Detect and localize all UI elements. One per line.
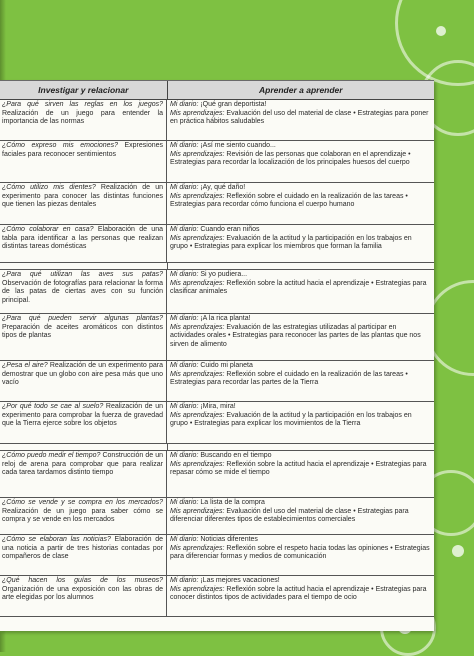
activity-text: Elaboración de una tabla para identificar a las personas que realizan distintas tareas domésticas (2, 226, 163, 251)
question-text: ¿Para qué utilizan las aves sus patas? (2, 271, 163, 278)
diary-text: La lista de la compra (198, 499, 265, 506)
learning-line (170, 235, 431, 252)
learning-line (170, 151, 431, 168)
diary-text: Buscando en el tiempo (198, 452, 272, 459)
diary-line (170, 184, 431, 193)
aprender-cell (167, 451, 434, 497)
learning-label: Mis aprendizajes: (170, 234, 225, 242)
learning-text: Reflexión sobre el cuidado en la realización de las tareas • Estrategias para recordar las partes de la Tierra (170, 370, 408, 387)
diary-text: Cuando eran niños (198, 226, 260, 233)
table-row (0, 535, 434, 576)
learning-label: Mis aprendizajes: (170, 323, 225, 331)
question-text: ¿Qué hacen los guías de los museos? (2, 577, 163, 584)
header-investigar: Investigar y relacionar (0, 81, 168, 99)
diary-text: ¡Así me siento cuando... (198, 142, 276, 149)
decorative-dot (452, 545, 464, 557)
aprender-cell (167, 314, 434, 360)
investigar-cell (0, 270, 167, 313)
diary-text: Noticias diferentes (198, 536, 258, 543)
aprender-cell (167, 498, 434, 534)
table-row (0, 576, 434, 617)
aprender-cell (167, 361, 434, 401)
diary-label: Mi diario: (170, 499, 199, 506)
table-body (0, 100, 434, 617)
separator-left (0, 263, 168, 269)
learning-line (170, 193, 431, 210)
learning-text: Revisión de las personas que colaboran en el aprendizaje • Estrategias para recordar la localización de los principales huesos del cuerpo (170, 150, 411, 167)
activity-text: Expresiones faciales para reconocer sentimientos (2, 142, 164, 158)
diary-line (170, 315, 431, 324)
learning-text: Evaluación de las estrategias utilizadas al participar en actividades orales • Estrategias para reconocer las partes de las plantas que nos sirven de alimento (170, 323, 421, 348)
activity-text: Preparación de aceites aromáticos con distintos tipos de plantas (2, 323, 163, 340)
diary-label: Mi diario: (170, 362, 199, 369)
learning-line (170, 508, 431, 525)
learning-line (170, 371, 431, 388)
table-row (0, 141, 434, 183)
learning-line (170, 280, 431, 297)
diary-label: Mi diario: (170, 536, 199, 543)
question-text: ¿Cómo colaborar en casa? (2, 226, 94, 233)
diary-line (170, 142, 431, 151)
activity-text: Realización de un experimento para comprobar la fuerza de gravedad que la Tierra ejerce sobre los objetos (2, 403, 163, 428)
learning-text: Evaluación de la actitud y la participación en los trabajos en grupo • Estrategias para explicar los movimientos de la Tierra (170, 411, 412, 428)
activity-text: Elaboración de una noticia a partir de tres historias contadas por compañeros de clase (2, 536, 163, 561)
question-text: ¿Para qué sirven las reglas en los juegos? (2, 101, 163, 108)
separator-left (0, 444, 168, 450)
diary-text: ¡Las mejores vacaciones! (198, 577, 280, 584)
learning-label: Mis aprendizajes: (170, 192, 225, 200)
aprender-cell (167, 225, 434, 262)
decorative-dot (436, 26, 446, 36)
learning-label: Mis aprendizajes: (170, 279, 225, 287)
diary-label: Mi diario: (170, 142, 199, 149)
investigar-cell (0, 100, 167, 140)
investigar-cell (0, 402, 167, 443)
learning-line (170, 412, 431, 429)
question-text: ¿Para qué pueden servir algunas plantas? (2, 315, 163, 322)
learning-label: Mis aprendizajes: (170, 109, 225, 117)
learning-label: Mis aprendizajes: (170, 544, 225, 552)
diary-text: Si yo pudiera... (198, 271, 248, 278)
activity-text: Construcción de un reloj de arena para comprobar que para realizar cada tarea tardamos distinto tiempo (2, 452, 163, 477)
table-row (0, 225, 434, 263)
diary-text: Cuido mi planeta (198, 362, 253, 369)
learning-line (170, 324, 431, 350)
table-row (0, 402, 434, 444)
question-text: ¿Cómo puedo medir el tiempo? (2, 452, 101, 459)
section-separator (0, 263, 434, 270)
question-text: ¿Cómo se vende y se compra en los mercados? (2, 499, 163, 506)
investigar-cell (0, 361, 167, 401)
activity-text: Realización de un experimento para demostrar que un globo con aire pesa más que uno vacío (2, 362, 164, 387)
aprender-cell (167, 100, 434, 140)
learning-text: Reflexión sobre la actitud hacia el aprendizaje • Estrategias para clasificar animales (170, 279, 427, 296)
question-text: ¿Cómo expreso mis emociones? (2, 142, 118, 149)
diary-line (170, 403, 431, 412)
learning-line (170, 545, 431, 562)
table-row (0, 451, 434, 498)
question-text: ¿Pesa el aire? (2, 362, 48, 369)
section-separator (0, 444, 434, 451)
diary-text: ¡Mira, mira! (198, 403, 236, 410)
aprender-cell (167, 402, 434, 443)
learning-line (170, 461, 431, 478)
table-row (0, 270, 434, 314)
learning-label: Mis aprendizajes: (170, 370, 225, 378)
diary-line (170, 271, 431, 280)
learning-label: Mis aprendizajes: (170, 585, 225, 593)
learning-label: Mis aprendizajes: (170, 411, 225, 419)
diary-label: Mi diario: (170, 315, 199, 322)
header-aprender: Aprender a aprender (258, 85, 343, 95)
aprender-cell (167, 183, 434, 224)
learning-label: Mis aprendizajes: (170, 150, 225, 158)
learning-text: Evaluación del uso del material de clase • Estrategias para poner en práctica hábitos saludables (170, 109, 429, 126)
investigar-cell (0, 141, 167, 182)
diary-line (170, 362, 431, 371)
question-text: ¿Cómo se elaboran las noticias? (2, 536, 111, 543)
diary-label: Mi diario: (170, 271, 199, 278)
aprender-cell (167, 535, 434, 575)
activity-text: Realización de un juego para saber cómo se compra y se vende en los mercados (2, 507, 163, 524)
diary-text: ¡Qué gran deportista! (198, 101, 267, 108)
activity-text: Organización de una exposición con las obras de arte elegidas por los alumnos (2, 585, 163, 602)
table-row (0, 498, 434, 535)
learning-text: Evaluación del uso del material de clase • Estrategias para diferenciar diferentes tipos de establecimientos comerciales (170, 507, 409, 524)
diary-line (170, 101, 431, 110)
diary-label: Mi diario: (170, 452, 199, 459)
investigar-cell (0, 576, 167, 616)
investigar-cell (0, 498, 167, 534)
diary-text: ¡A la rica planta! (198, 315, 251, 322)
investigar-cell (0, 225, 167, 262)
diary-label: Mi diario: (170, 226, 199, 233)
aprender-cell (167, 141, 434, 182)
investigar-cell (0, 535, 167, 575)
diary-line (170, 452, 431, 461)
table-row (0, 314, 434, 361)
diary-line (170, 499, 431, 508)
learning-text: Reflexión sobre la actitud hacia el aprendizaje • Estrategias para conocer distintos tipos de actividades para el tiempo de ocio (170, 585, 427, 602)
table-row (0, 100, 434, 141)
diary-label: Mi diario: (170, 101, 199, 108)
diary-line (170, 577, 431, 586)
learning-text: Reflexión sobre la actitud hacia el aprendizaje • Estrategias para repasar cómo se mide el tiempo (170, 460, 427, 477)
diary-line (170, 226, 431, 235)
question-text: ¿Por qué todo se cae al suelo? (2, 403, 104, 410)
diary-line (170, 536, 431, 545)
table-row (0, 183, 434, 225)
question-text: ¿Cómo utilizo mis dientes? (2, 184, 96, 191)
activity-text: Realización de un juego para entender la importancia de las normas (2, 109, 163, 126)
investigar-cell (0, 451, 167, 497)
learning-label: Mis aprendizajes: (170, 507, 225, 515)
learning-text: Evaluación de la actitud y la participación en los trabajos en grupo • Estrategias para explicar los miembros que forman la familia (170, 234, 412, 251)
learning-label: Mis aprendizajes: (170, 460, 225, 468)
diary-label: Mi diario: (170, 403, 199, 410)
diary-label: Mi diario: (170, 184, 199, 191)
learning-text: Reflexión sobre el respeto hacia todas las opiniones • Estrategias para diferenciar formas y medios de comunicación (170, 544, 430, 561)
learning-line (170, 110, 431, 127)
diary-label: Mi diario: (170, 577, 199, 584)
diary-text: ¡Ay, qué daño! (198, 184, 246, 191)
table-row (0, 361, 434, 402)
learning-line (170, 586, 431, 603)
activity-text: Observación de fotografías para relacionar la forma de las patas de ciertas aves con su función principal. (2, 279, 163, 304)
investigar-cell (0, 183, 167, 224)
aprender-cell (167, 270, 434, 313)
activity-text: Realización de un experimento para conocer las distintas funciones que tienen las piezas dentales (2, 184, 163, 209)
aprender-cell (167, 576, 434, 616)
contents-table (0, 80, 434, 631)
table-header (0, 81, 434, 100)
learning-text: Reflexión sobre el cuidado en la realización de las tareas • Estrategias para recordar cómo funciona el cuerpo humano (170, 192, 408, 209)
investigar-cell (0, 314, 167, 360)
